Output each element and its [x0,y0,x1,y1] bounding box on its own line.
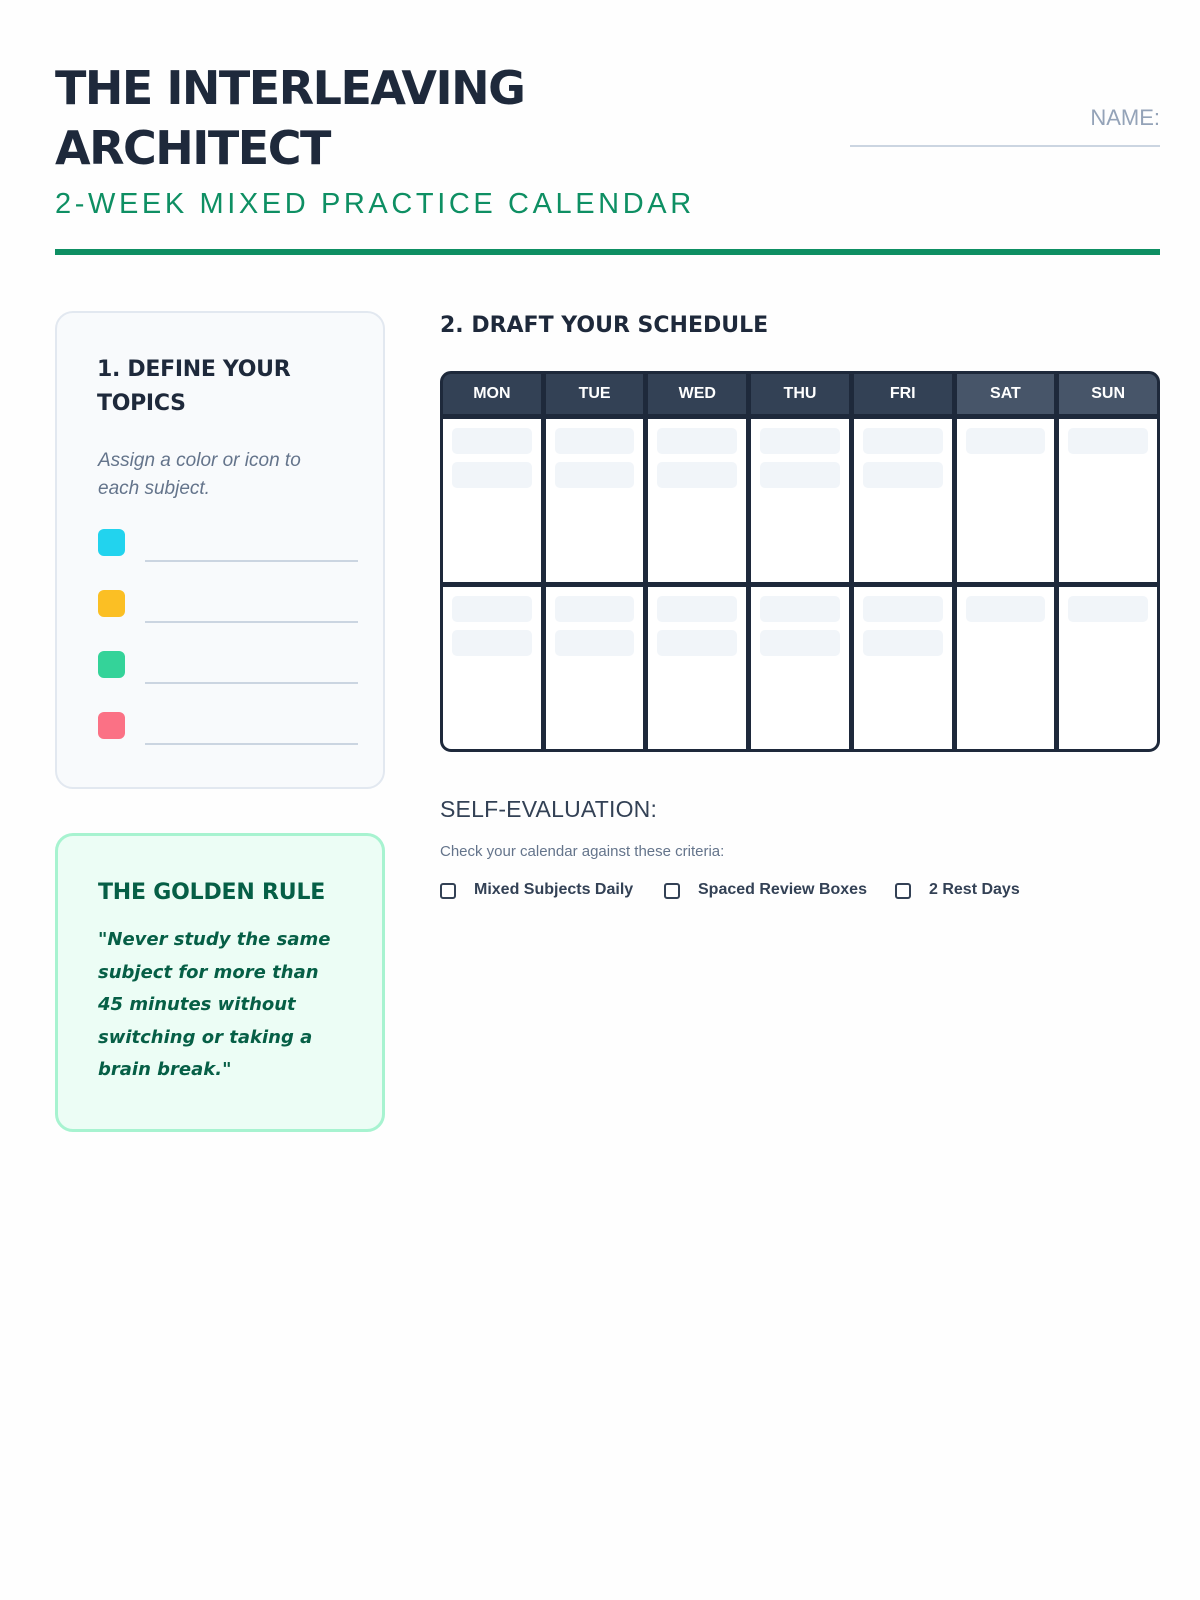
topic-input-line[interactable] [145,682,358,684]
study-slot[interactable] [657,462,737,488]
worksheet-header [55,58,1160,221]
day-cell[interactable] [854,419,952,582]
day-cell[interactable] [443,419,541,582]
color-swatch-icon [98,712,125,739]
name-field [850,105,1160,147]
study-slot[interactable] [452,462,532,488]
day-header: WED [648,374,746,414]
day-cell[interactable] [854,587,952,750]
day-cell[interactable] [751,587,849,750]
color-swatch-icon [98,529,125,556]
study-slot[interactable] [555,596,635,622]
study-slot[interactable] [452,596,532,622]
study-slot[interactable] [863,462,943,488]
study-slot[interactable] [760,428,840,454]
study-slot[interactable] [657,428,737,454]
day-header: SUN [1059,374,1157,414]
worksheet-subtitle: 2-WEEK MIXED PRACTICE CALENDAR [55,188,695,220]
day-cell[interactable] [751,419,849,582]
define-topics-heading: 1. DEFINE YOUR TOPICS [97,357,291,416]
criteria-label: Spaced Review Boxes [698,881,867,898]
day-header: MON [443,374,541,414]
study-slot[interactable] [452,630,532,656]
name-label: NAME: [1090,105,1160,130]
golden-rule-heading: THE GOLDEN RULE [98,880,326,905]
study-slot[interactable] [863,596,943,622]
topic-row [98,590,348,618]
study-slot[interactable] [760,596,840,622]
study-slot[interactable] [1068,596,1148,622]
day-cell[interactable] [648,419,746,582]
worksheet-title: THE INTERLEAVING ARCHITECT [55,61,525,175]
golden-rule-card [55,833,385,1132]
schedule-heading: 2. DRAFT YOUR SCHEDULE [440,313,769,338]
name-input-line[interactable] [850,145,1160,147]
day-cell[interactable] [1059,587,1157,750]
study-slot[interactable] [1068,428,1148,454]
study-slot[interactable] [555,462,635,488]
study-slot[interactable] [657,596,737,622]
day-cell[interactable] [546,587,644,750]
study-slot[interactable] [966,596,1046,622]
topic-input-line[interactable] [145,621,358,623]
study-slot[interactable] [760,462,840,488]
checkbox-icon[interactable] [895,883,911,899]
study-slot[interactable] [863,630,943,656]
day-header: SAT [957,374,1055,414]
day-header: THU [751,374,849,414]
define-topics-hint: Assign a color or icon to each subject. [98,450,301,499]
day-cell[interactable] [648,587,746,750]
study-slot[interactable] [760,630,840,656]
day-cell[interactable] [1059,419,1157,582]
golden-rule-quote: "Never study the same subject for more than 45 minutes without switching or taking a brain break." [98,929,331,1080]
study-slot[interactable] [555,630,635,656]
header-divider [55,249,1160,255]
define-topics-card [55,311,385,789]
day-cell[interactable] [957,587,1055,750]
criteria-label: 2 Rest Days [929,881,1020,898]
study-slot[interactable] [657,630,737,656]
color-swatch-icon [98,590,125,617]
topic-input-line[interactable] [145,743,358,745]
day-cell[interactable] [957,419,1055,582]
study-slot[interactable] [555,428,635,454]
study-slot[interactable] [452,428,532,454]
checkbox-icon[interactable] [440,883,456,899]
self-evaluation-heading: SELF-EVALUATION: [440,796,658,822]
day-header: TUE [546,374,644,414]
topic-row [98,651,348,679]
day-cell[interactable] [443,587,541,750]
self-evaluation-subtitle: Check your calendar against these criteria: [440,843,725,860]
day-cell[interactable] [546,419,644,582]
topic-input-line[interactable] [145,560,358,562]
criteria-label: Mixed Subjects Daily [474,881,634,898]
checkbox-icon[interactable] [664,883,680,899]
schedule-calendar [440,371,1160,752]
study-slot[interactable] [966,428,1046,454]
topic-row [98,529,348,557]
color-swatch-icon [98,651,125,678]
day-header: FRI [854,374,952,414]
study-slot[interactable] [863,428,943,454]
topic-row [98,712,348,740]
